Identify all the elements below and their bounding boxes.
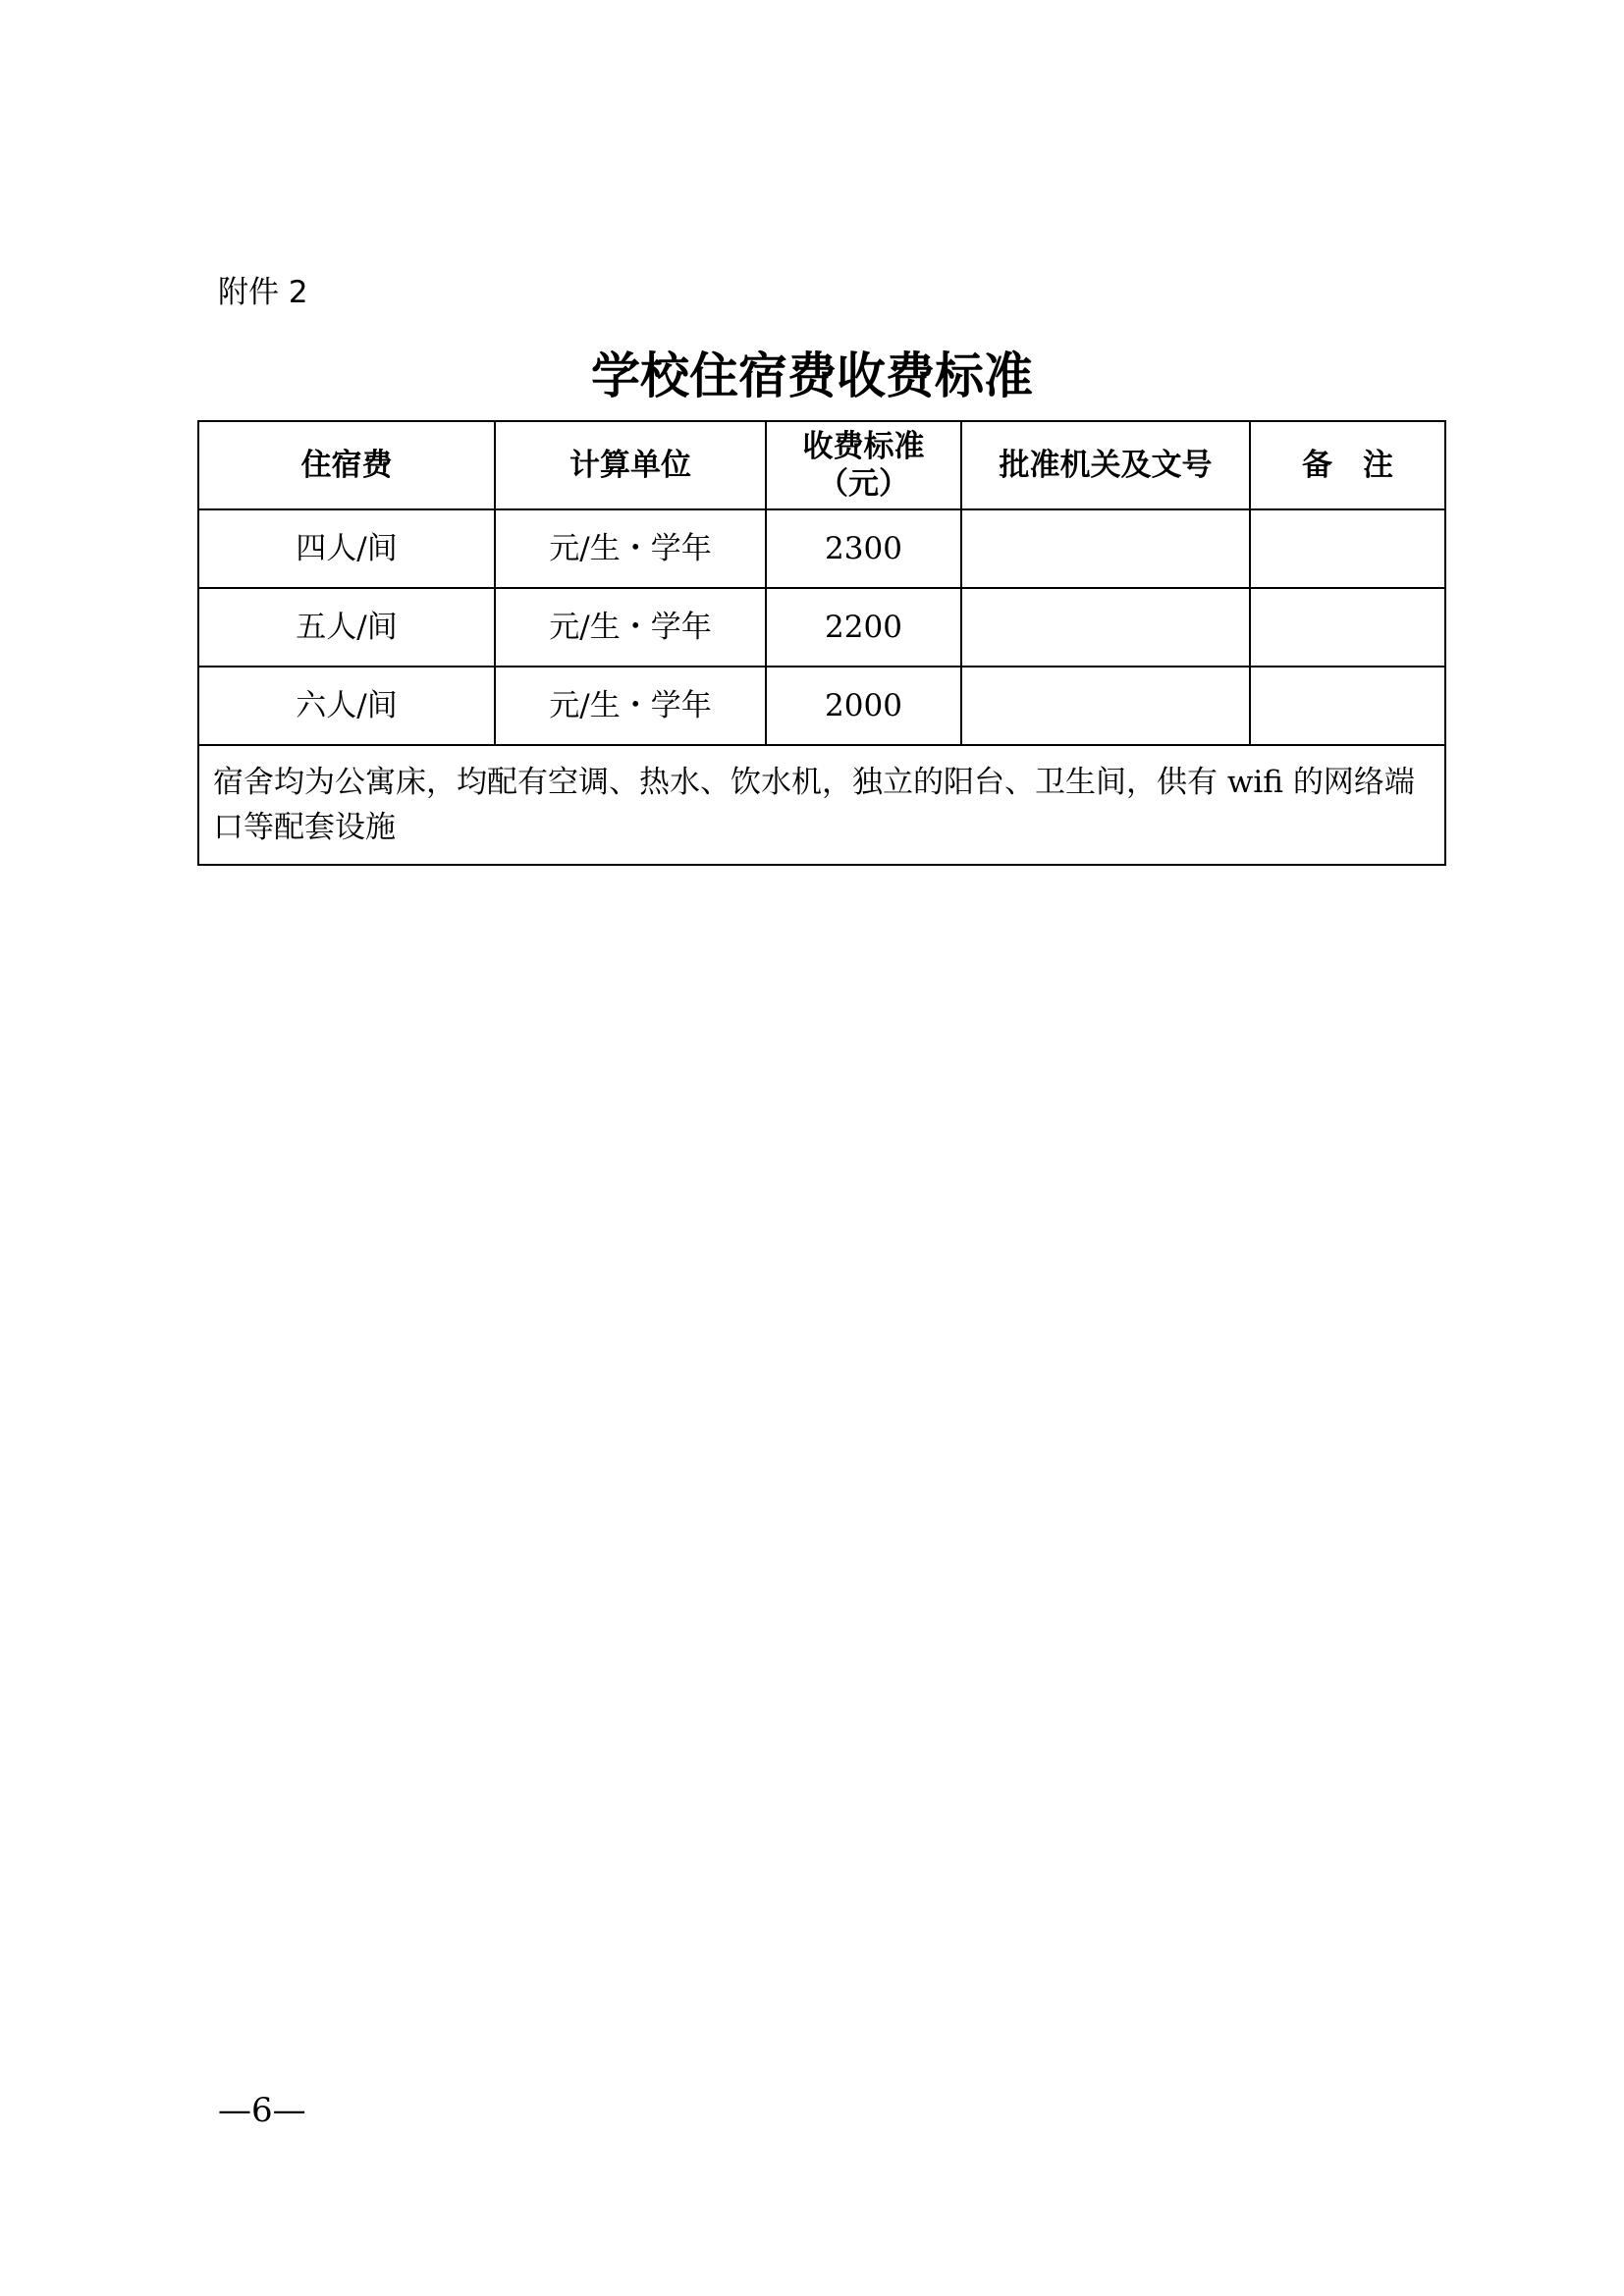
header-unit <box>495 421 766 509</box>
approval-cell <box>961 667 1250 745</box>
document-title: 学校住宿费收费标准 <box>591 347 1033 404</box>
room-type-cell: 六人/间 <box>198 667 495 745</box>
fee-standard-table <box>197 420 1446 866</box>
approval-cell <box>961 509 1250 588</box>
attachment-label: 附件 2 <box>218 275 308 310</box>
approval-cell <box>961 588 1250 667</box>
unit-cell: 元/生・学年 <box>495 588 766 667</box>
unit-cell: 元/生・学年 <box>495 509 766 588</box>
header-fee-label: 收费标准 <box>802 429 925 464</box>
table-row <box>198 509 1445 588</box>
remark-cell <box>1250 588 1445 667</box>
table-row <box>198 588 1445 667</box>
table-row <box>198 667 1445 745</box>
header-approval-label: 批准机关及文号 <box>999 448 1213 483</box>
room-type-cell: 五人/间 <box>198 588 495 667</box>
header-approval <box>961 421 1250 509</box>
table-note-row <box>198 745 1445 865</box>
table-header-row <box>198 421 1445 509</box>
unit-cell: 元/生・学年 <box>495 667 766 745</box>
header-room-type <box>198 421 495 509</box>
page-number: —6— <box>218 2091 306 2130</box>
facilities-note: 宿舍均为公寓床，均配有空调、热水、饮水机，独立的阳台、卫生间，供有 wifi 的网络端口等配套设施 <box>198 745 1445 865</box>
header-remark <box>1250 421 1445 509</box>
fee-cell: 2300 <box>766 509 961 588</box>
remark-cell <box>1250 667 1445 745</box>
remark-cell <box>1250 509 1445 588</box>
fee-cell: 2000 <box>766 667 961 745</box>
header-room-type-label: 住宿费 <box>300 448 393 483</box>
fee-cell: 2200 <box>766 588 961 667</box>
header-unit-label: 计算单位 <box>569 448 691 483</box>
room-type-cell: 四人/间 <box>198 509 495 588</box>
header-fee-unit: （元） <box>818 466 909 502</box>
header-remark-label: 备 注 <box>1302 448 1393 483</box>
header-fee <box>766 421 961 509</box>
